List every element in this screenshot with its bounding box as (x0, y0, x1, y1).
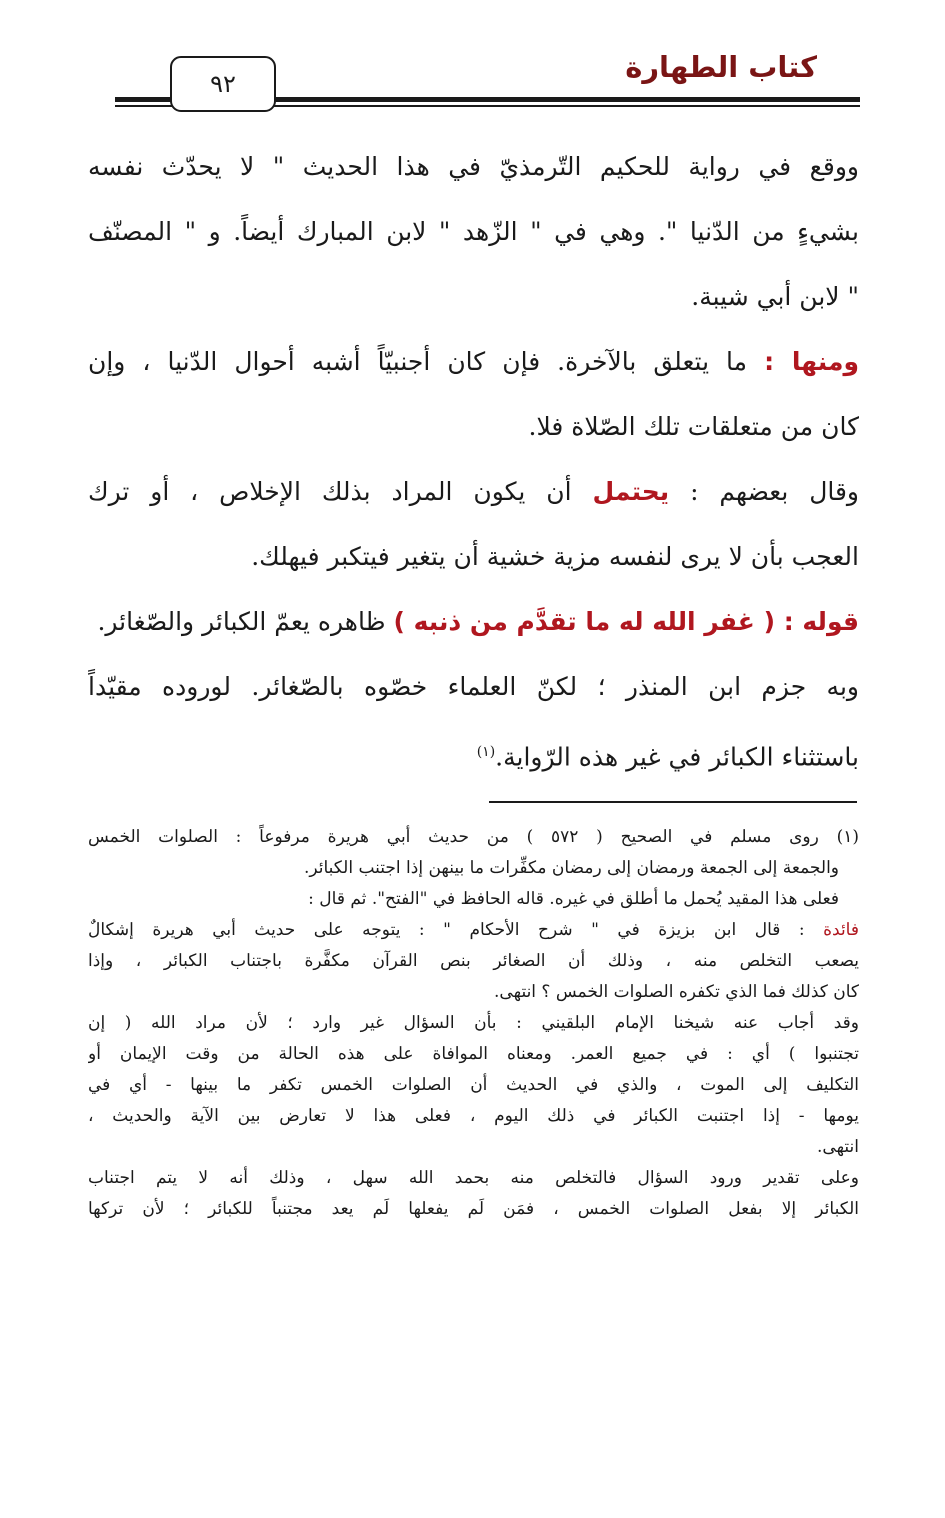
footnote-line: يصعب التخلص منه ، وذلك أن الصغائر بنص القرآن مكفَّرة باجتناب الكبائر ، وإذا (88, 951, 859, 971)
footnote-line: الكبائر إلا بفعل الصلوات الخمس ، فمَن لَم يفعلها لَم يعد مجتنباً للكبائر ؛ لأن تركها (88, 1199, 859, 1219)
main-line (88, 600, 859, 665)
main-line-text: أن يكون المراد بذلك الإخلاص ، أو ترك (88, 477, 572, 506)
footnotes (88, 822, 859, 1225)
main-line: العجب بأن لا يرى لنفسه مزية خشية أن يتغير فيتكبر فيهلك. (251, 542, 859, 571)
label-minha: ومنها : (764, 347, 859, 376)
main-line: وبه جزم ابن المنذر ؛ لكنّ العلماء خصّوه بالصّغائر. لوروده مقيّداً (88, 672, 859, 701)
main-line: بشيءٍ من الدّنيا ". وهي في " الزّهد " لابن المبارك أيضاً. و " المصنّف (88, 217, 859, 246)
main-line: كان من متعلقات تلك الصّلاة فلا. (528, 412, 859, 441)
footnote-line (88, 915, 859, 946)
footnote-line: وقد أجاب عنه شيخنا الإمام البلقيني : بأن السؤال غير وارد ؛ لأن مراد الله ( إن (88, 1013, 859, 1033)
label-qawluhu: قوله : ( غفر الله له ما تقدَّم من ذنبه ) (393, 607, 859, 636)
main-line (88, 730, 859, 795)
book-title: كتاب الطهارة (625, 50, 817, 84)
label-yahtamil: يحتمل (592, 477, 670, 506)
page-number: ٩٢ (170, 56, 276, 112)
footnote-line: انتهى. (817, 1137, 859, 1157)
footnote-separator (489, 801, 857, 803)
footnote-marker: (١) (476, 744, 496, 760)
label-qala-baaduhum: وقال بعضهم : (690, 477, 859, 506)
footnote-line-text: : قال ابن بزيزة في " شرح الأحكام " : يتوجه على حديث أبي هريرة إشكالٌ (88, 920, 805, 940)
main-text (88, 145, 859, 795)
main-line (88, 470, 859, 535)
label-faida: فائدة (823, 920, 859, 940)
footnote-line: وعلى تقدير ورود السؤال فالتخلص منه بحمد الله سهل ، وذلك أنه لا يتم اجتناب (88, 1168, 859, 1188)
footnote-line: تجتنبوا ) أي : في جميع العمر. ومعناه الموافاة على هذه الحالة من وقت الإيمان أو (88, 1044, 859, 1064)
footnote-line: والجمعة إلى الجمعة ورمضان إلى رمضان مكفِّرات ما بينهن إذا اجتنب الكبائر. (303, 858, 839, 878)
footnote-line: التكليف إلى الموت ، والذي في الحديث أن الصلوات الخمس تكفر ما بينها - أي في (88, 1075, 859, 1095)
main-line-text: ما يتعلق بالآخرة. فإن كان أجنبيّاً أشبه أحوال الدّنيا ، وإن (88, 347, 748, 376)
main-line-text: ظاهره يعمّ الكبائر والصّغائر. (97, 607, 386, 636)
main-line: " لابن أبي شيبة. (691, 282, 859, 311)
footnote-line: فعلى هذا المقيد يُحمل ما أطلق في غيره. قاله الحافظ في "الفتح". ثم قال : (308, 889, 839, 909)
footnote-line: يومها - إذا اجتنبت الكبائر في ذلك اليوم ، فعلى هذا لا تعارض بين الآية والحديث ، (88, 1106, 859, 1126)
main-line (88, 340, 859, 405)
footnote-line: (١) روى مسلم في الصحيح ( ٥٧٢ ) من حديث أبي هريرة مرفوعاً : الصلوات الخمس (88, 827, 859, 847)
main-line: ووقع في رواية للحكيم التّرمذيّ في هذا الحديث " لا يحدّث نفسه (88, 152, 859, 181)
footnote-line: كان كذلك فما الذي تكفره الصلوات الخمس ؟ انتهى. (494, 982, 859, 1002)
main-line-text: باستثناء الكبائر في غير هذه الرّواية. (495, 742, 859, 772)
